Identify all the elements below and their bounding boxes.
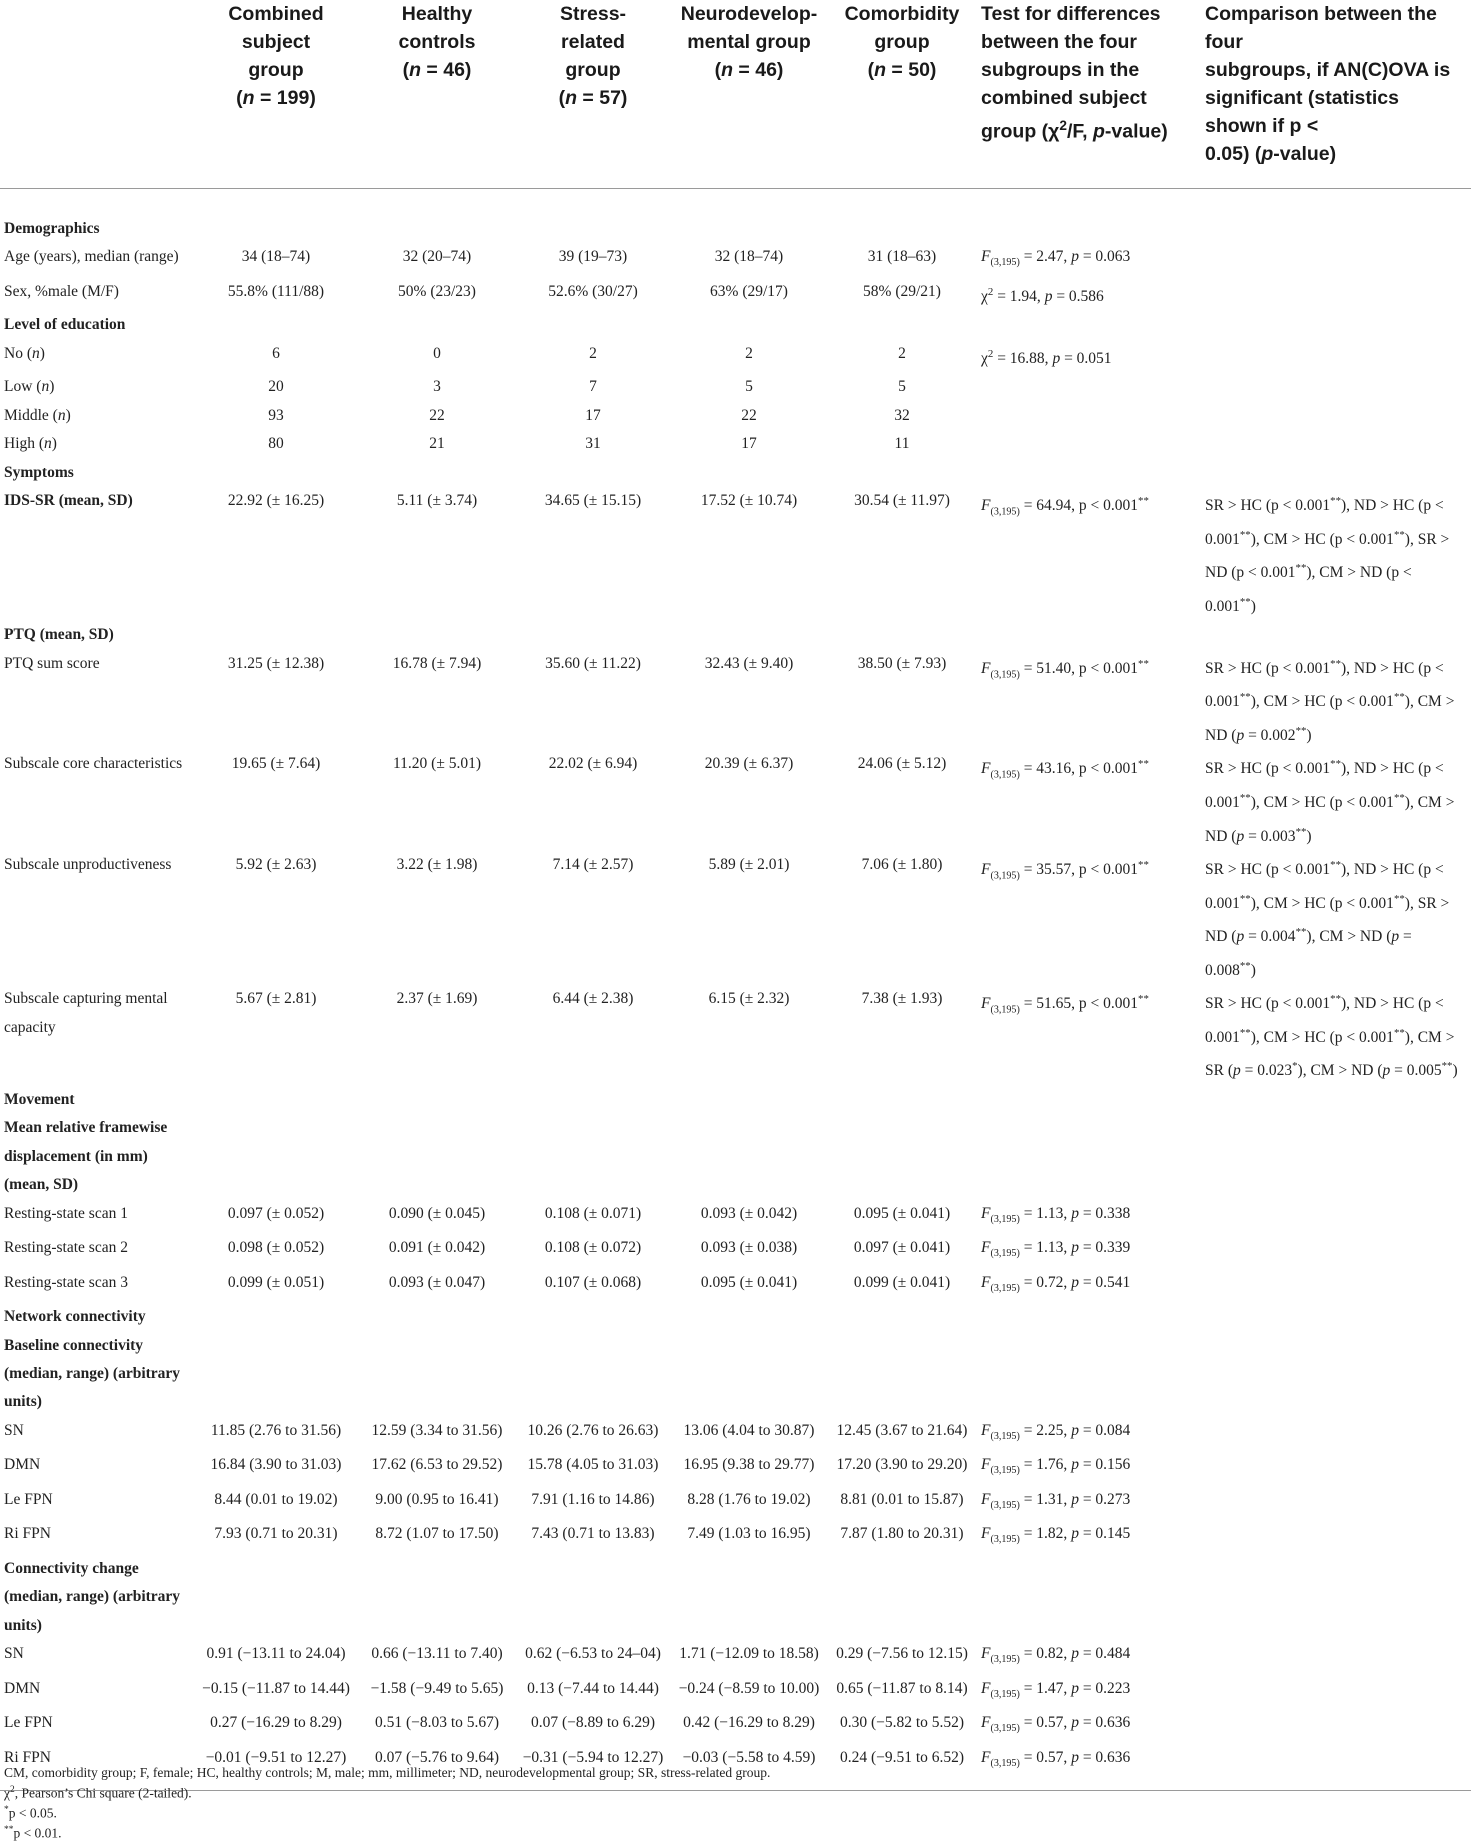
table-cell: 5.67 (± 2.81) [235,990,317,1008]
table-cell: 7.14 (± 2.57) [552,856,634,874]
test-statistic-cell: $F_{(3,195)} = 0.57$, p = 0.636 [981,1714,1131,1735]
table-cell: 3.22 (± 1.98) [396,856,478,874]
table-cell: 7.06 (± 1.80) [861,856,943,874]
comparison-cell: SR > HC (p < 0.001**), ND > HC (p < 0.001**), CM > HC (p < 0.001**), SR > ND (p < 0.001**), CM > ND (p < 0.001**) [1205,495,1450,615]
section-label: Symptoms [4,463,74,481]
table-row [0,985,1471,1086]
table-cell: 20.39 (± 6.37) [704,755,794,773]
table-cell: 39 (19–73) [558,248,628,266]
comparison-cell [1201,373,1471,401]
column-header: Comparison between the four subgroups, if AN(C)OVA is significant (statistics shown if p < 0.05) (p-value) [1201,0,1471,189]
table-cell: 17 [741,435,757,453]
table-cell: 0.107 (± 0.068) [544,1273,642,1291]
table-cell: 34 (18–74) [241,248,311,266]
row-label: Middle (n) [4,406,71,424]
table-cell: 31.25 (± 12.38) [227,654,325,672]
row-label: Subscale capturing mental capacity [4,990,168,1036]
table-cell: 0.097 (± 0.052) [227,1204,325,1222]
row-label: PTQ sum score [4,654,100,672]
section-row [0,1114,1471,1199]
table-cell: 50% (23/23) [398,282,476,300]
row-label: DMN [4,1456,41,1474]
comparison-cell [1201,1675,1471,1710]
table-cell: 0.30 (−5.82 to 5.52) [839,1714,965,1731]
footnote: $\chi^2$, Pearson’s Chi square (2-tailed). [4,1784,192,1800]
table-cell: 6.44 (± 2.38) [552,990,634,1008]
section-label: PTQ (mean, SD) [4,626,114,644]
table-cell: 0.65 (−11.87 to 8.14) [836,1679,968,1697]
table-cell: 38.50 (± 7.93) [857,654,947,672]
table-row [0,373,1471,401]
comparison-cell: SR > HC (p < 0.001**), ND > HC (p < 0.001**), CM > HC (p < 0.001**), SR > ND (p = 0.004**), CM > ND (p = 0.008**) [1205,859,1450,979]
table-cell: 0.51 (−8.03 to 5.67) [374,1714,500,1731]
table-cell: 17.62 (6.53 to 29.52) [371,1456,503,1474]
table-cell: 0.27 (−16.29 to 8.29) [210,1714,342,1731]
column-header: Test for differences between the four subgroups in the combined subject group ($\chi^2/F$, p-value) [977,0,1201,189]
table-row [0,1200,1471,1235]
table-row [0,278,1471,312]
table-cell: 8.44 (0.01 to 19.02) [214,1490,338,1508]
table-cell: 5.92 (± 2.63) [235,856,317,874]
comparison-cell [1201,1269,1471,1304]
table-cell: −0.24 (−8.59 to 10.00) [678,1679,820,1697]
table-footnotes [4,1764,770,1842]
table-cell: 0.13 (−7.44 to 14.44) [527,1679,659,1697]
table-cell: −1.58 (−9.49 to 5.65) [370,1679,504,1697]
table-cell: 6 [272,344,280,362]
test-statistic-cell: $F_{(3,195)} = 0.72$, p = 0.541 [981,1273,1131,1294]
table-cell: 0.093 (± 0.042) [700,1204,798,1222]
section-row [0,621,1471,649]
table-cell: 17 [585,406,601,424]
table-row [0,402,1471,430]
row-label: Le FPN [4,1714,53,1731]
table-cell: 0.07 (−5.76 to 9.64) [359,1744,515,1791]
table-row [0,1451,1471,1486]
section-label: Connectivity change (median, range) (arbitrary units) [4,1559,181,1634]
section-row [0,1303,1471,1331]
section-row [0,311,1471,339]
row-label: Resting-state scan 3 [4,1273,128,1291]
table-cell: 0.42 (−16.29 to 8.29) [683,1714,815,1731]
test-statistic-cell: $\chi^2 = 1.94$, p = 0.586 [981,285,1104,306]
table-cell: 34.65 (± 15.15) [544,492,642,510]
row-label: DMN [4,1679,41,1697]
test-statistic-cell: $F_{(3,195)} = 0.82$, p = 0.484 [981,1645,1131,1666]
table-cell: 7.87 (1.80 to 20.31) [840,1525,964,1543]
row-label: Age (years), median (range) [4,248,179,266]
section-row [0,1086,1471,1114]
table-cell: 24.06 (± 5.12) [857,755,947,773]
table-cell: 8.72 (1.07 to 17.50) [375,1525,499,1543]
footnote: **p < 0.01. [4,1824,62,1840]
test-statistic-cell: $F_{(3,195)} = 1.13$, p = 0.338 [981,1204,1131,1225]
row-label: Ri FPN [4,1525,51,1543]
table-cell: 0.098 (± 0.052) [227,1239,325,1257]
table-row [0,851,1471,985]
table-row [0,243,1471,278]
section-label: Demographics [4,220,100,237]
footnote: *p < 0.05. [4,1804,57,1820]
table-cell: 0.093 (± 0.038) [700,1239,798,1257]
table-cell: 0.095 (± 0.041) [700,1273,798,1291]
section-row [0,459,1471,487]
row-label: SN [4,1421,24,1439]
comparison-cell [1201,1417,1471,1452]
column-header: Neurodevelop- mental group (n = 46) [671,0,827,189]
test-statistic-cell: $F_{(3,195)} = 51.40$, p < 0.001** [981,657,1149,680]
test-statistic-cell [977,402,1201,430]
table-row [0,1675,1471,1710]
comparison-cell [1201,243,1471,278]
table-cell: 20 [268,378,284,396]
test-statistic-cell: $F_{(3,195)} = 1.76$, p = 0.156 [981,1456,1131,1477]
table-cell: 58% (29/21) [863,282,941,300]
table-cell: −0.03 (−5.58 to 4.59) [671,1744,827,1791]
table-cell: 9.00 (0.95 to 16.41) [375,1490,499,1508]
comparison-cell [1201,1234,1471,1269]
table-row [0,1640,1471,1675]
test-statistic-cell: $F_{(3,195)} = 43.16$, p < 0.001** [981,758,1149,781]
table-cell: 0.099 (± 0.051) [227,1273,325,1291]
table-cell: 13.06 (4.04 to 30.87) [683,1421,815,1439]
test-statistic-cell: $F_{(3,195)} = 1.82$, p = 0.145 [981,1525,1131,1546]
column-header: Stress- related group (n = 57) [515,0,671,189]
test-statistic-cell: $F_{(3,195)} = 35.57$, p < 0.001** [981,859,1149,882]
table-cell: 63% (29/17) [710,282,788,300]
table-cell: 93 [268,406,284,424]
section-label: Network connectivity [4,1308,146,1326]
section-row [0,1555,1471,1640]
table-cell: 17.52 (± 10.74) [700,492,798,510]
test-statistic-cell: $F_{(3,195)} = 51.65$, p < 0.001** [981,993,1149,1016]
comparison-cell [1201,1200,1471,1235]
table-cell: 0.097 (± 0.041) [853,1239,951,1257]
table-cell: 12.45 (3.67 to 21.64) [836,1421,968,1439]
row-label: Low (n) [4,378,55,396]
table-cell: 52.6% (30/27) [548,282,638,300]
table-cell: 7.91 (1.16 to 14.86) [531,1490,655,1508]
table-row [0,1709,1471,1744]
table-cell: 0.108 (± 0.072) [544,1239,642,1257]
row-label: Resting-state scan 2 [4,1239,128,1257]
table-cell: 21 [429,435,445,453]
comparison-cell [1201,1744,1471,1791]
comparison-cell [1201,1709,1471,1744]
comparison-cell [1201,1640,1471,1675]
column-header: Combined subject group (n = 199) [193,0,359,189]
table-cell: 3 [433,378,441,396]
table-cell: 0.24 (−9.51 to 6.52) [827,1744,977,1791]
table-cell: 7 [589,378,597,396]
section-row [0,1332,1471,1417]
table-cell: 7.43 (0.71 to 13.83) [531,1525,655,1543]
table-cell: 80 [268,435,284,453]
table-cell: 55.8% (111/88) [227,282,325,300]
table-row [0,750,1471,851]
comparison-cell [1201,1486,1471,1521]
table-row [0,430,1471,458]
table-cell: 32 (20–74) [402,248,472,266]
table-row [0,1269,1471,1304]
table-row [0,1417,1471,1452]
column-header: Comorbidity group (n = 50) [827,0,977,189]
section-label: Baseline connectivity (median, range) (arbitrary units) [4,1336,181,1411]
table-cell: 2 [589,344,597,362]
row-label: Subscale unproductiveness [4,856,172,874]
table-cell: 0.62 (−6.53 to 24–04) [525,1645,661,1662]
comparison-cell: SR > HC (p < 0.001**), ND > HC (p < 0.001**), CM > HC (p < 0.001**), CM > SR (p = 0.023*), CM > ND (p = 0.005**) [1205,993,1458,1080]
table-cell: 0.29 (−7.56 to 12.15) [836,1645,968,1662]
table-cell: 0.66 (−13.11 to 7.40) [371,1645,503,1662]
column-header: Healthy controls (n = 46) [359,0,515,189]
table-cell: 10.26 (2.76 to 26.63) [527,1421,659,1439]
table-cell: 32 [894,406,910,424]
table-cell: 7.49 (1.03 to 16.95) [687,1525,811,1543]
table-cell: 8.81 (0.01 to 15.87) [840,1490,964,1508]
table-cell: 0.099 (± 0.041) [853,1273,951,1291]
table-cell: 0.095 (± 0.041) [853,1204,951,1222]
test-statistic-cell: $F_{(3,195)} = 0.57$, p = 0.636 [977,1744,1201,1791]
test-statistic-cell: $F_{(3,195)} = 2.25$, p = 0.084 [981,1421,1131,1442]
table-cell: 8.28 (1.76 to 19.02) [687,1490,811,1508]
header-label-column [0,0,193,189]
table-cell: 11 [894,435,910,453]
section-label: Mean relative framewise displacement (in mm) (mean, SD) [4,1119,168,1194]
table-cell: −0.15 (−11.87 to 14.44) [202,1679,350,1697]
row-label: No (n) [4,344,45,362]
table-cell: 12.59 (3.34 to 31.56) [371,1421,503,1439]
table-body [0,201,1471,1791]
table-cell: 35.60 (± 11.22) [545,654,641,672]
table-cell: 16.95 (9.38 to 29.77) [683,1456,815,1474]
row-label: SN [4,1645,24,1662]
table-cell: 6.15 (± 2.32) [708,990,790,1008]
table-cell: 22.92 (± 16.25) [227,492,325,510]
test-statistic-cell: $F_{(3,195)} = 1.13$, p = 0.339 [981,1239,1131,1260]
table-cell: 17.20 (3.90 to 29.20) [836,1456,968,1474]
test-statistic-cell: $F_{(3,195)} = 2.47$, p = 0.063 [981,248,1131,269]
table-cell: 0.07 (−8.89 to 6.29) [530,1714,656,1731]
table-cell: 31 (18–63) [867,248,937,266]
comparison-cell [1201,1451,1471,1486]
section-row [0,215,1471,243]
table-cell: 22 [429,406,445,424]
comparison-cell [1201,402,1471,430]
table-cell: 19.65 (± 7.64) [231,755,321,773]
table-cell: 16.78 (± 7.94) [392,654,482,672]
row-label: Le FPN [4,1490,53,1508]
section-label: Movement [4,1091,75,1109]
table-cell: 0.090 (± 0.045) [388,1204,486,1222]
comparison-cell: SR > HC (p < 0.001**), ND > HC (p < 0.001**), CM > HC (p < 0.001**), CM > ND (p = 0.002**) [1205,657,1455,744]
table-cell: 32.43 (± 9.40) [704,654,794,672]
row-label: High (n) [4,435,57,453]
comparison-cell: SR > HC (p < 0.001**), ND > HC (p < 0.001**), CM > HC (p < 0.001**), CM > ND (p = 0.003**) [1205,758,1455,845]
table-row [0,340,1471,374]
table-cell: 5 [745,378,753,396]
table-cell: 22.02 (± 6.94) [548,755,638,773]
table-cell: 11.85 (2.76 to 31.56) [210,1421,342,1439]
row-label: Subscale core characteristics [4,755,183,773]
comparison-cell [1201,430,1471,458]
table-cell: 30.54 (± 11.97) [854,492,950,510]
row-label: Sex, %male (M/F) [4,282,119,300]
table-cell: 16.84 (3.90 to 31.03) [210,1456,342,1474]
table-cell: 32 (18–74) [714,248,784,266]
table-row [0,1520,1471,1555]
table-cell: 5.89 (± 2.01) [708,856,790,874]
table-cell: 0 [433,344,441,362]
table-cell: 0.093 (± 0.047) [388,1273,486,1291]
footnote: CM, comorbidity group; F, female; HC, healthy controls; M, male; mm, millimeter; ND, neurodevelopmental group; SR, stress-related group. [4,1765,771,1780]
row-label: Resting-state scan 1 [4,1204,128,1222]
test-statistic-cell [977,373,1201,401]
table-row [0,650,1471,751]
test-statistic-cell: $F_{(3,195)} = 1.31$, p = 0.273 [981,1490,1131,1511]
table-cell: 7.93 (0.71 to 20.31) [214,1525,338,1543]
table-cell: 1.71 (−12.09 to 18.58) [679,1645,819,1662]
table-cell: 2.37 (± 1.69) [396,990,478,1008]
table-cell: 2 [745,344,753,362]
comparison-cell [1201,1520,1471,1555]
table-cell: 22 [741,406,757,424]
table-row [0,1234,1471,1269]
test-statistic-cell [977,430,1201,458]
test-statistic-cell: $\chi^2 = 16.88$, p = 0.051 [981,347,1112,368]
table-cell: 0.91 (−13.11 to 24.04) [206,1645,346,1662]
table-cell: 11.20 (± 5.01) [392,755,481,773]
table-cell: 5 [898,378,906,396]
section-label: Level of education [4,316,126,334]
table-cell: 5.11 (± 3.74) [396,492,478,510]
test-statistic-cell: $F_{(3,195)} = 64.94$, p < 0.001** [981,495,1149,518]
row-label: Ri FPN [0,1744,193,1791]
table-cell: −0.31 (−5.94 to 12.27) [515,1744,671,1791]
table-row [0,487,1471,621]
table-cell: 31 [585,435,601,453]
table-cell: −0.01 (−9.51 to 12.27) [193,1744,359,1791]
row-label: IDS-SR (mean, SD) [4,492,133,510]
table-header [0,0,1471,201]
table-cell: 0.108 (± 0.071) [544,1204,642,1222]
test-statistic-cell: $F_{(3,195)} = 1.47$, p = 0.223 [981,1679,1131,1700]
table-row [0,1486,1471,1521]
table-cell: 0.091 (± 0.042) [388,1239,486,1257]
comparison-cell [1201,278,1471,312]
table-cell: 15.78 (4.05 to 31.03) [527,1456,659,1474]
comparison-cell [1201,340,1471,374]
table-cell: 7.38 (± 1.93) [861,990,943,1008]
table-cell: 2 [898,344,906,362]
